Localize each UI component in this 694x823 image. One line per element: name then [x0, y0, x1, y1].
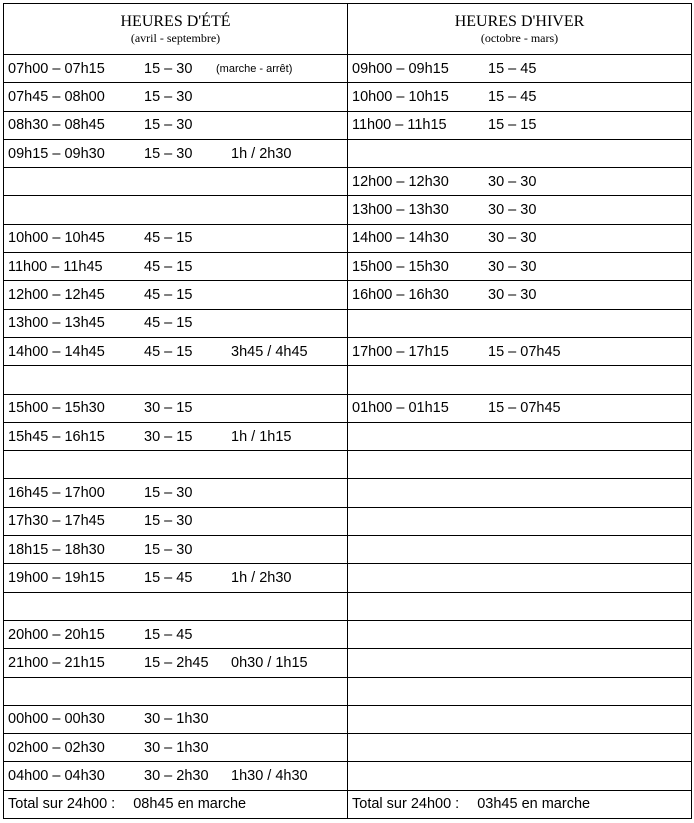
winter-subtitle: (octobre - mars): [480, 31, 559, 45]
winter-cell: [348, 83, 692, 111]
table-row: [4, 83, 692, 111]
table-row: [4, 564, 692, 592]
summer-cell: [4, 309, 348, 337]
winter-cell: [348, 734, 692, 762]
winter-header: [348, 4, 692, 55]
summer-note: 3h45 / 4h45: [231, 343, 308, 360]
table-row: [4, 139, 692, 167]
summer-time: 16h45 – 17h00: [8, 485, 105, 502]
table-row: [4, 366, 692, 394]
winter-cell: [348, 394, 692, 422]
summer-ratio: 30 – 1h30: [144, 711, 209, 728]
winter-cell: [348, 366, 692, 394]
summer-ratio: 45 – 15: [144, 230, 193, 247]
table-row: [4, 394, 692, 422]
table-row: [4, 55, 692, 83]
table-row: [4, 507, 692, 535]
winter-cell: [348, 592, 692, 620]
summer-title: HEURES D'ÉTÉ: [120, 13, 231, 30]
summer-ratio: 15 – 30: [144, 88, 193, 105]
winter-cell: [348, 479, 692, 507]
summer-cell: [4, 592, 348, 620]
summer-cell: [4, 83, 348, 111]
winter-cell: [348, 649, 692, 677]
summer-cell: [4, 111, 348, 139]
winter-ratio: 15 – 15: [488, 117, 537, 134]
summer-total-label: Total sur 24h00 :: [8, 796, 116, 813]
winter-cell: [348, 762, 692, 790]
summer-total: [8, 796, 246, 812]
winter-cell: [348, 55, 692, 83]
table-row: [4, 253, 692, 281]
table-row: [4, 422, 692, 450]
winter-time: 12h00 – 12h30: [352, 173, 449, 190]
summer-time: 07h45 – 08h00: [8, 88, 105, 105]
summer-cell: [4, 422, 348, 450]
summer-ratio: 30 – 1h30: [144, 739, 209, 756]
winter-title: HEURES D'HIVER: [454, 13, 585, 30]
summer-ratio: 45 – 15: [144, 343, 193, 360]
summer-ratio: 15 – 30: [144, 485, 193, 502]
winter-cell: [348, 564, 692, 592]
table-row: [4, 309, 692, 337]
summer-cell: [4, 479, 348, 507]
table-row: [4, 111, 692, 139]
winter-ratio: 15 – 45: [488, 60, 537, 77]
summer-ratio: 30 – 15: [144, 428, 193, 445]
summer-ratio: 45 – 15: [144, 287, 193, 304]
summer-ratio: 45 – 15: [144, 315, 193, 332]
schedule-table: [3, 3, 692, 819]
winter-cell: [348, 253, 692, 281]
summer-note: (marche - arrêt): [216, 62, 293, 75]
winter-cell: [348, 309, 692, 337]
table-row: [4, 762, 692, 790]
summer-total-cell: [4, 790, 348, 818]
winter-time: 09h00 – 09h15: [352, 60, 449, 77]
summer-cell: [4, 536, 348, 564]
summer-time: 07h00 – 07h15: [8, 60, 105, 77]
summer-cell: [4, 196, 348, 224]
summer-time: 09h15 – 09h30: [8, 145, 105, 162]
summer-cell: [4, 762, 348, 790]
winter-ratio: 30 – 30: [488, 287, 537, 304]
winter-cell: [348, 281, 692, 309]
summer-ratio: 15 – 30: [144, 513, 193, 530]
summer-time: 10h00 – 10h45: [8, 230, 105, 247]
summer-time: 12h00 – 12h45: [8, 287, 105, 304]
summer-ratio: 45 – 15: [144, 258, 193, 275]
winter-time: 10h00 – 10h15: [352, 88, 449, 105]
summer-time: 20h00 – 20h15: [8, 626, 105, 643]
table-row: [4, 479, 692, 507]
winter-cell: [348, 705, 692, 733]
summer-cell: [4, 649, 348, 677]
winter-time: 17h00 – 17h15: [352, 343, 449, 360]
summer-time: 19h00 – 19h15: [8, 569, 105, 586]
summer-cell: [4, 394, 348, 422]
summer-ratio: 15 – 45: [144, 626, 193, 643]
summer-cell: [4, 253, 348, 281]
winter-ratio: 30 – 30: [488, 230, 537, 247]
winter-total-cell: [348, 790, 692, 818]
winter-time: 14h00 – 14h30: [352, 230, 449, 247]
summer-note: 1h30 / 4h30: [231, 768, 308, 785]
summer-time: 13h00 – 13h45: [8, 315, 105, 332]
table-row: [4, 620, 692, 648]
winter-cell: [348, 337, 692, 365]
table-row: [4, 337, 692, 365]
summer-subtitle: (avril - septembre): [130, 31, 221, 45]
winter-cell: [348, 677, 692, 705]
summer-cell: [4, 734, 348, 762]
summer-note: 0h30 / 1h15: [231, 654, 308, 671]
summer-ratio: 30 – 15: [144, 400, 193, 417]
summer-cell: [4, 705, 348, 733]
summer-cell: [4, 55, 348, 83]
winter-ratio: 15 – 07h45: [488, 343, 561, 360]
table-row: [4, 281, 692, 309]
summer-time: 21h00 – 21h15: [8, 654, 105, 671]
winter-cell: [348, 536, 692, 564]
table-row: [4, 451, 692, 479]
winter-total: [352, 796, 590, 812]
winter-cell: [348, 139, 692, 167]
table-row: [4, 734, 692, 762]
table-row: [4, 649, 692, 677]
winter-total-value: 03h45 en marche: [477, 796, 591, 813]
summer-cell: [4, 139, 348, 167]
summer-time: 14h00 – 14h45: [8, 343, 105, 360]
winter-cell: [348, 111, 692, 139]
summer-time: 15h45 – 16h15: [8, 428, 105, 445]
winter-cell: [348, 168, 692, 196]
summer-time: 17h30 – 17h45: [8, 513, 105, 530]
table-row: [4, 677, 692, 705]
summer-ratio: 30 – 2h30: [144, 768, 209, 785]
winter-ratio: 30 – 30: [488, 202, 537, 219]
summer-total-value: 08h45 en marche: [133, 796, 247, 813]
winter-cell: [348, 196, 692, 224]
summer-cell: [4, 366, 348, 394]
summer-note: 1h / 2h30: [231, 145, 292, 162]
summer-cell: [4, 620, 348, 648]
summer-cell: [4, 677, 348, 705]
summer-time: 04h00 – 04h30: [8, 768, 105, 785]
summer-cell: [4, 224, 348, 252]
summer-cell: [4, 337, 348, 365]
summer-time: 15h00 – 15h30: [8, 400, 105, 417]
winter-total-label: Total sur 24h00 :: [352, 796, 460, 813]
table-row: [4, 705, 692, 733]
summer-note: 1h / 1h15: [231, 428, 292, 445]
summer-time: 11h00 – 11h45: [8, 258, 103, 275]
winter-ratio: 15 – 07h45: [488, 400, 561, 417]
summer-cell: [4, 564, 348, 592]
summer-cell: [4, 281, 348, 309]
table-row: [4, 592, 692, 620]
winter-time: 16h00 – 16h30: [352, 287, 449, 304]
summer-time: 00h00 – 00h30: [8, 711, 105, 728]
winter-cell: [348, 422, 692, 450]
table-row: [4, 536, 692, 564]
winter-ratio: 30 – 30: [488, 258, 537, 275]
summer-time: 08h30 – 08h45: [8, 117, 105, 134]
winter-cell: [348, 451, 692, 479]
summer-cell: [4, 451, 348, 479]
winter-ratio: 15 – 45: [488, 88, 537, 105]
winter-time: 01h00 – 01h15: [352, 400, 449, 417]
summer-header: [4, 4, 348, 55]
summer-ratio: 15 – 30: [144, 60, 193, 77]
summer-note: 1h / 2h30: [231, 569, 292, 586]
totals-row: [4, 790, 692, 818]
winter-cell: [348, 507, 692, 535]
winter-time: 11h00 – 11h15: [352, 117, 447, 134]
summer-ratio: 15 – 30: [144, 541, 193, 558]
summer-cell: [4, 507, 348, 535]
summer-ratio: 15 – 45: [144, 569, 193, 586]
winter-ratio: 30 – 30: [488, 173, 537, 190]
winter-time: 13h00 – 13h30: [352, 202, 449, 219]
table-row: [4, 168, 692, 196]
winter-cell: [348, 224, 692, 252]
table-row: [4, 224, 692, 252]
summer-time: 02h00 – 02h30: [8, 739, 105, 756]
winter-cell: [348, 620, 692, 648]
summer-time: 18h15 – 18h30: [8, 541, 105, 558]
summer-ratio: 15 – 2h45: [144, 654, 209, 671]
winter-time: 15h00 – 15h30: [352, 258, 449, 275]
header-row: [4, 4, 692, 55]
summer-cell: [4, 168, 348, 196]
table-row: [4, 196, 692, 224]
summer-ratio: 15 – 30: [144, 117, 193, 134]
summer-ratio: 15 – 30: [144, 145, 193, 162]
